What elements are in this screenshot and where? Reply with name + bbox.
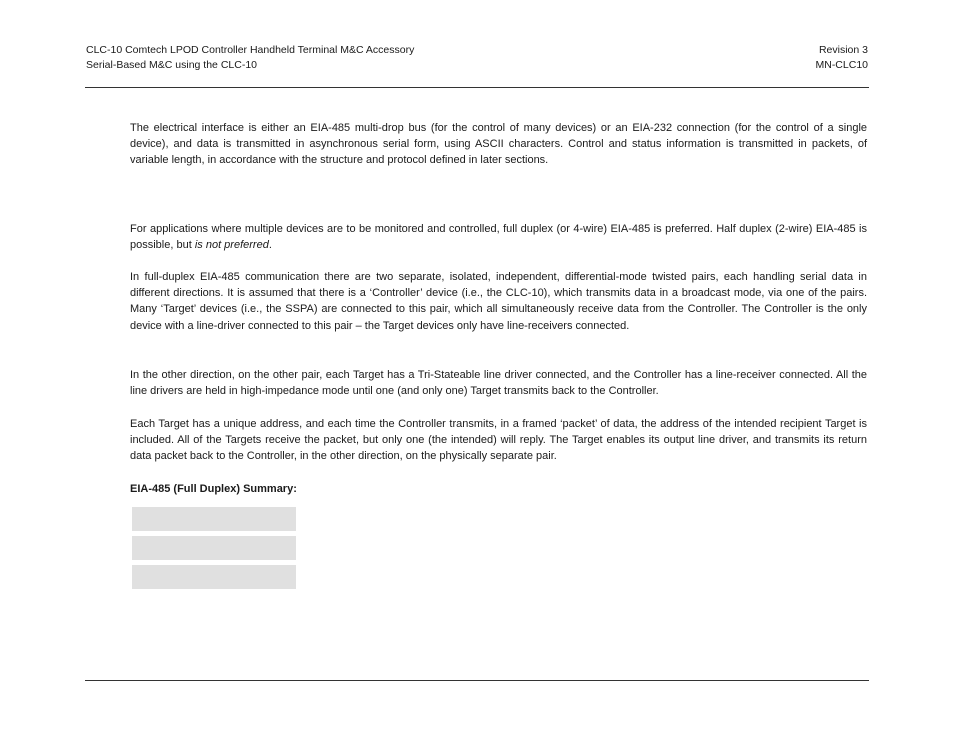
header-divider [85,87,869,88]
summary-heading: EIA-485 (Full Duplex) Summary: [130,483,297,495]
page-header [86,43,868,79]
header-document-title [86,43,414,73]
paragraph-text: In full-duplex EIA-485 communication there are two separate, isolated, independent, differential-mode twisted pairs, each handling serial data in different directions. It is assumed that there is a ‘Controller’ device (i.e., the CLC-10), which transmits data in a broadcast mode, via one of the pairs. Many ‘Target’ devices (i.e., the SSPA) are connected to this pair, which all simultaneously receive data from the Controller. The Controller is the only device with a line-driver connected to this pair – the Target devices only have line-receivers connected. [130,271,867,332]
header-section-title: Serial-Based M&C using the CLC-10 [86,59,257,71]
paragraph-text: In the other direction, on the other pair, each Target has a Tri-Stateable line driver connected, and the Controller has a line-receiver connected. All the line drivers are held in high-impedance mode until one (and only one) Target transmits back to the Controller. [130,369,867,398]
paragraph-text-start: For applications where multiple devices are to be monitored and controlled, full duplex (or 4-wire) EIA-485 is preferred. Half duplex (2-wire) EIA-485 is possible, but [130,223,867,252]
paragraph-multiple-devices [130,221,867,253]
paragraph-text: The electrical interface is either an EIA-485 multi-drop bus (for the control of many devices) or an EIA-232 connection (for the control of a single device), and data is transmitted in asynchronous serial form, using ASCII characters. Control and status information is transmitted in packets, of variable length, in accordance with the structure and protocol defined in later sections. [130,122,867,167]
paragraph-text: Each Target has a unique address, and each time the Controller transmits, in a framed ‘packet’ of data, the address of the intended recipient Target is included. All of the Targets receive the packet, but only one (the intended) will reply. The Target enables its output line driver, and transmits its return data packet back to the Controller, in the other direction, on the physically separate pair. [130,418,867,463]
paragraph-text [130,221,867,253]
summary-table-cell [132,507,296,531]
paragraph-full-duplex [130,269,867,334]
header-document-info [815,43,868,73]
paragraph-other-direction [130,367,867,399]
paragraph-text-end: . [268,239,272,252]
paragraph-target-address [130,416,867,465]
header-manual-title: CLC-10 Comtech LPOD Controller Handheld Terminal M&C Accessory [86,44,415,56]
header-document-number: MN-CLC10 [815,59,868,71]
footer-divider [85,680,869,681]
header-revision: Revision 3 [818,44,868,56]
paragraph-emphasis: is not preferred [194,239,269,252]
paragraph-electrical-interface [130,120,867,169]
summary-table-cell [132,565,296,589]
summary-table-cell [132,536,296,560]
